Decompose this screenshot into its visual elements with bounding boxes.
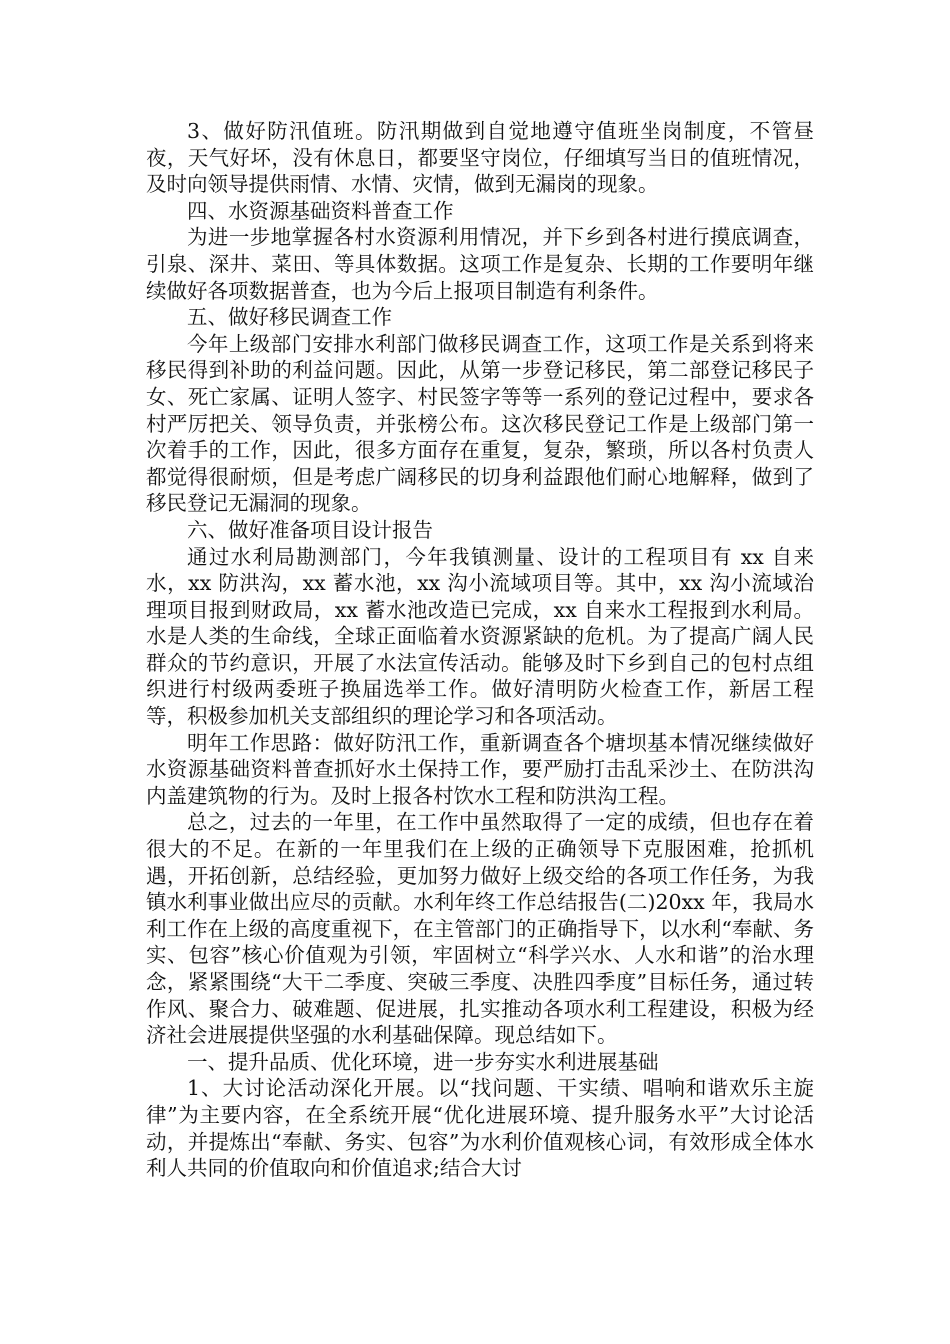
heading-water-resource-survey: 四、水资源基础资料普查工作 xyxy=(187,198,454,223)
paragraph-flood-duty: 3、做好防汛值班。防汛期做到自觉地遵守值班坐岗制度，不管昼夜，天气好坏，没有休息日，都要坚守岗位，仔细填写当日的值班情况，及时向领导提供雨情、水情、灾情，做到无漏岗的现象。 xyxy=(146,119,814,197)
heading-improve-quality: 一、提升品质、优化环境，进一步夯实水利进展基础 xyxy=(187,1049,659,1074)
paragraph-summary: 总之，过去的一年里，在工作中虽然取得了一定的成绩，但也存在着很大的不足。在新的一年里我们在上级的正确领导下克服困难，抢抓机遇，开拓创新，总结经验，更加努力做好上级交给的各项工作任务，为我镇水利事业做出应尽的贡献。水利年终工作总结报告(二)20xx 年，我局水利工作在上级的高度重视下，在主管部门的正确指导下，以水利“奉献、务实、包容”核心价值观为引领，牢固树立“科学兴水、人水和谐”的治水理念，紧紧围绕“大干二季度、突破三季度、决胜四季度”目标任务，通过转作风、聚合力、破难题、促进展，扎实推动各项水利工程建设，积极为经济社会进展提供坚强的水利基础保障。现总结如下。 xyxy=(146,810,814,1048)
heading-migrant-survey: 五、做好移民调查工作 xyxy=(187,305,392,330)
paragraph-discussion-activity: 1、大讨论活动深化开展。以“找问题、干实绩、唱响和谐欢乐主旋律”为主要内容，在全系统开展“优化进展环境、提升服务水平”大讨论活动，并提炼出“奉献、务实、包容”为水利价值观核心词，有效形成全体水利人共同的价值取向和价值追求;结合大讨 xyxy=(146,1076,814,1181)
document-body xyxy=(146,118,814,1182)
paragraph-project-design-report: 通过水利局勘测部门，今年我镇测量、设计的工程项目有 xx 自来水，xx 防洪沟，xx 蓄水池，xx 沟小流域项目等。其中，xx 沟小流域治理项目报到财政局，xx 蓄水池改造已完成，xx 自来水工程报到水利局。水是人类的生命线，全球正面临着水资源紧缺的危机。为了提高广阔人民群众的节约意识，开展了水法宣传活动。能够及时下乡到自己的包村点组织进行村级两委班子换届选举工作。做好清明防火检查工作，新居工程等，积极参加机关支部组织的理论学习和各项活动。 xyxy=(146,544,814,729)
paragraph-next-year-plan: 明年工作思路：做好防汛工作，重新调查各个塘坝基本情况继续做好水资源基础资料普查抓好水土保持工作，要严励打击乱采沙土、在防洪沟内盖建筑物的行为。及时上报各村饮水工程和防洪沟工程。 xyxy=(146,730,814,808)
heading-project-design-report: 六、做好准备项目设计报告 xyxy=(187,517,433,542)
paragraph-water-resource-survey: 为进一步地掌握各村水资源利用情况，并下乡到各村进行摸底调查，引泉、深井、菜田、等具体数据。这项工作是复杂、长期的工作要明年继续做好各项数据普查，也为今后上报项目制造有利条件。 xyxy=(146,225,814,303)
paragraph-migrant-survey: 今年上级部门安排水利部门做移民调查工作，这项工作是关系到将来移民得到补助的利益问题。因此，从第一步登记移民，第二部登记移民子女、死亡家属、证明人签字、村民签字等等一系列的登记过程中，要求各村严厉把关、领导负责，并张榜公布。这次移民登记工作是上级部门第一次着手的工作，因此，很多方面存在重复，复杂，繁琐，所以各村负责人都觉得很耐烦，但是考虑广阔移民的切身利益跟他们耐心地解释，做到了移民登记无漏洞的现象。 xyxy=(146,331,814,516)
